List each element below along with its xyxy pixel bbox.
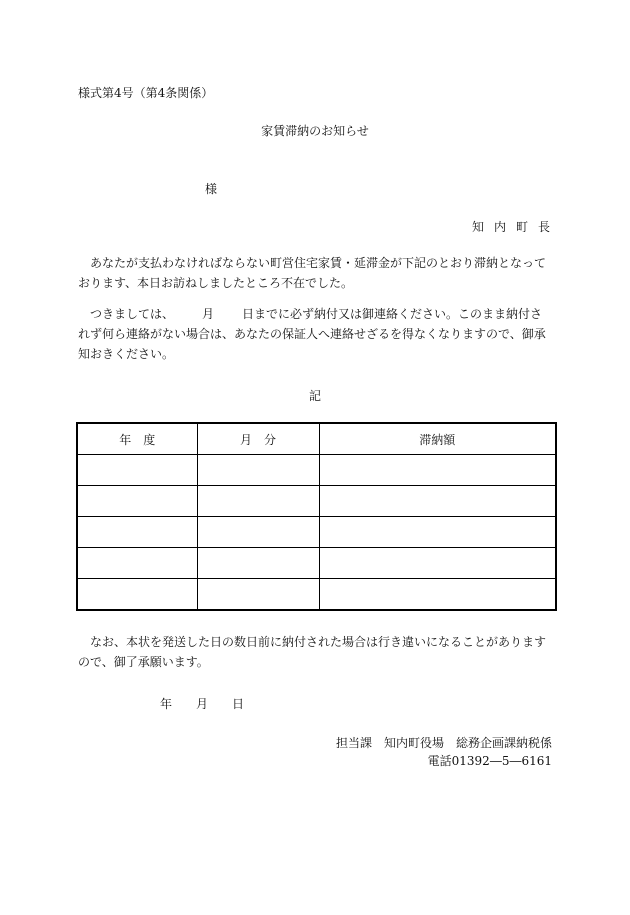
arrears-table <box>76 422 557 611</box>
cell-amount <box>319 579 556 611</box>
contact-department: 担当課 知内町役場 総務企画課納税係 <box>335 736 552 750</box>
cell-month <box>197 517 319 548</box>
cell-fiscal-year <box>77 548 197 579</box>
cell-fiscal-year <box>77 517 197 548</box>
paragraph-2-month: 月 <box>202 307 215 321</box>
cell-fiscal-year <box>77 486 197 517</box>
date-line <box>160 695 244 712</box>
paragraph-2-part-1: つきましては、 <box>90 307 175 321</box>
notice-paragraph-1: あなたが支払わなければならない町営住宅家賃・延滞金が下記のとおり滞納となっております、本日お訪ねしましたところ不在でした。 <box>78 256 547 290</box>
date-month: 月 <box>196 697 209 711</box>
table-row <box>77 579 556 611</box>
cell-month <box>197 548 319 579</box>
cell-month <box>197 579 319 611</box>
contact-phone: 電話01392―5―6161 <box>427 754 552 768</box>
cell-amount <box>319 455 556 486</box>
cell-amount <box>319 517 556 548</box>
notice-paragraph-3: なお、本状を発送した日の数日前に納付された場合は行き違いになることがありますので、御了承願います。 <box>78 635 547 669</box>
cell-fiscal-year <box>77 579 197 611</box>
ki-heading: 記 <box>308 389 321 403</box>
header-amount: 滞納額 <box>319 423 556 455</box>
table-row <box>77 517 556 548</box>
header-month: 月 分 <box>197 423 319 455</box>
header-fiscal-year: 年 度 <box>77 423 197 455</box>
notice-paragraph-2 <box>78 304 552 364</box>
table-row <box>77 548 556 579</box>
form-number: 様式第4号（第4条関係） <box>78 86 214 100</box>
cell-month <box>197 486 319 517</box>
date-year: 年 <box>160 697 173 711</box>
paragraph-2-part-2: 日までに必ず納付又は御連絡ください。このまま納付されず何ら連絡がない場合は、あなたの保証人へ連絡せざるを得なくなりますので、御承知おきください。 <box>78 307 546 361</box>
cell-amount <box>319 548 556 579</box>
sender-name: 知内町長 <box>471 220 560 234</box>
table-row <box>77 455 556 486</box>
cell-month <box>197 455 319 486</box>
cell-amount <box>319 486 556 517</box>
table-header-row <box>77 423 556 455</box>
addressee-suffix: 様 <box>205 182 218 196</box>
date-day: 日 <box>232 697 245 711</box>
document-title: 家賃滞納のお知らせ <box>261 124 369 138</box>
cell-fiscal-year <box>77 455 197 486</box>
table-row <box>77 486 556 517</box>
